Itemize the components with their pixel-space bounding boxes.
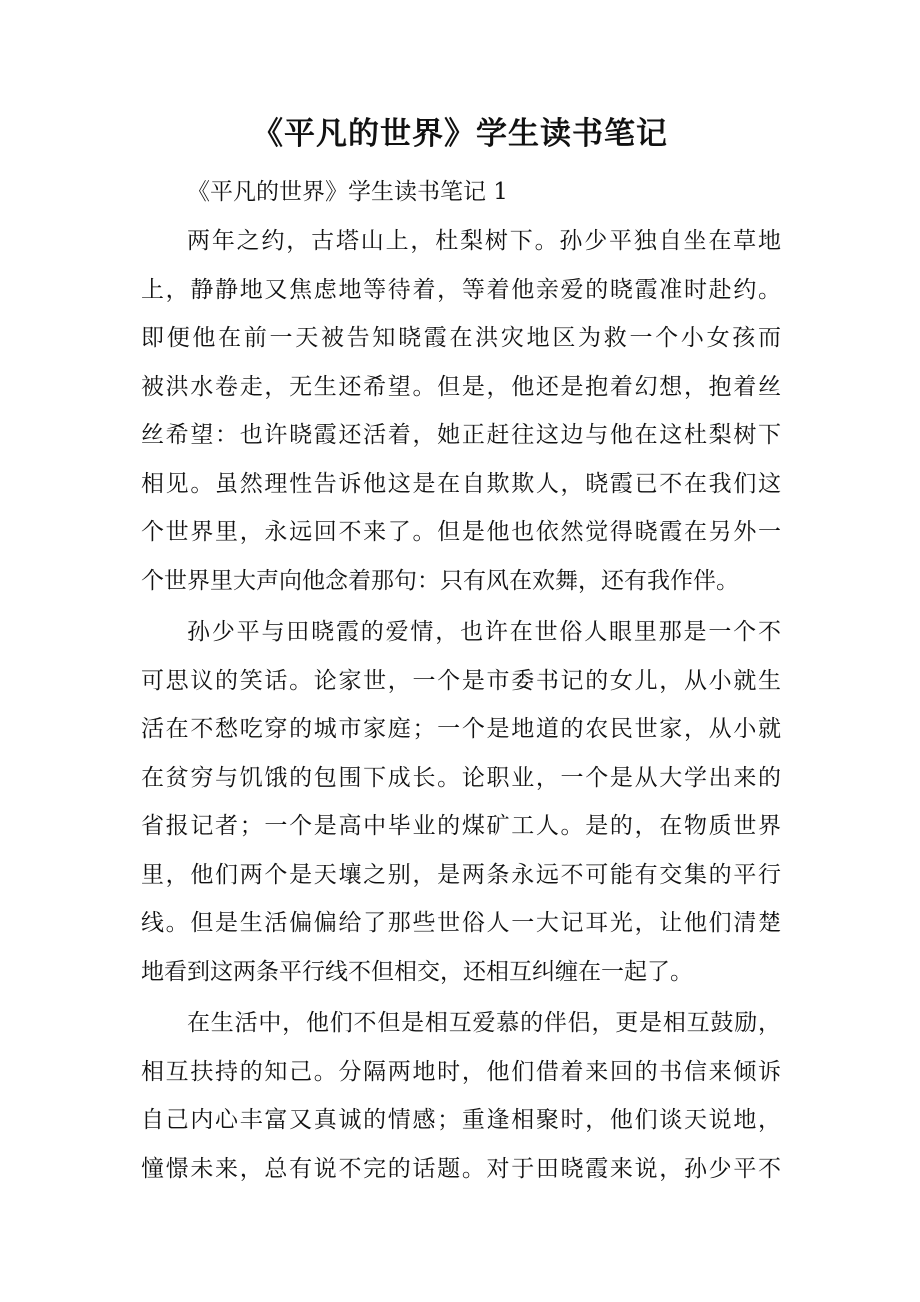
paragraph-1 — [141, 217, 781, 605]
section-heading: 《平凡的世界》学生读书笔记 1 — [187, 179, 508, 205]
text-line: 地看到这两条平行线不但相交，还相互纠缠在一起了。 — [141, 958, 693, 985]
text-line: 相互扶持的知己。分隔两地时，他们借着来回的书信来倾诉 — [141, 1058, 781, 1085]
paragraph-2 — [141, 608, 781, 996]
document-title: 《平凡的世界》学生读书笔记 — [252, 116, 668, 152]
text-line: 两年之约，古塔山上，杜梨树下。孙少平独自坐在草地 — [187, 228, 781, 254]
text-line: 上，静静地又焦虑地等待着，等着他亲爱的晓霞准时赴约。 — [141, 276, 781, 303]
text-line: 在生活中，他们不但是相互爱慕的伴侣，更是相互鼓励， — [187, 1010, 781, 1036]
text-line: 相见。虽然理性告诉他这是在自欺欺人，晓霞已不在我们这 — [141, 470, 781, 497]
text-line: 活在不愁吃穿的城市家庭；一个是地道的农民世家，从小就 — [141, 716, 781, 742]
text-line: 省报记者；一个是高中毕业的煤矿工人。是的，在物质世界 — [141, 813, 781, 839]
text-line: 个世界里，永远回不来了。但是他也依然觉得晓霞在另外一 — [141, 519, 781, 545]
text-line: 即便他在前一天被告知晓霞在洪灾地区为救一个小女孩而 — [141, 325, 781, 351]
document-body — [141, 217, 781, 1196]
text-line: 丝希望：也许晓霞还活着，她正赶往这边与他在这杜梨树下 — [141, 422, 781, 448]
text-line: 可思议的笑话。论家世，一个是市委书记的女儿，从小就生 — [141, 667, 781, 694]
text-line: 憧憬未来，总有说不完的话题。对于田晓霞来说，孙少平不 — [141, 1155, 781, 1182]
text-line: 被洪水卷走，无生还希望。但是，他还是抱着幻想，抱着丝 — [141, 373, 781, 400]
text-line: 里，他们两个是天壤之别，是两条永远不可能有交集的平行 — [141, 861, 781, 888]
text-line: 孙少平与田晓霞的爱情，也许在世俗人眼里那是一个不 — [187, 619, 781, 645]
paragraph-3 — [141, 999, 781, 1193]
text-line: 在贫穷与饥饿的包围下成长。论职业，一个是从大学出来的 — [141, 764, 781, 791]
text-line: 自己内心丰富又真诚的情感；重逢相聚时，他们谈天说地， — [141, 1107, 781, 1133]
text-line: 个世界里大声向他念着那句：只有风在欢舞，还有我作伴。 — [141, 567, 739, 594]
text-line: 线。但是生活偏偏给了那些世俗人一大记耳光，让他们清楚 — [141, 910, 781, 936]
